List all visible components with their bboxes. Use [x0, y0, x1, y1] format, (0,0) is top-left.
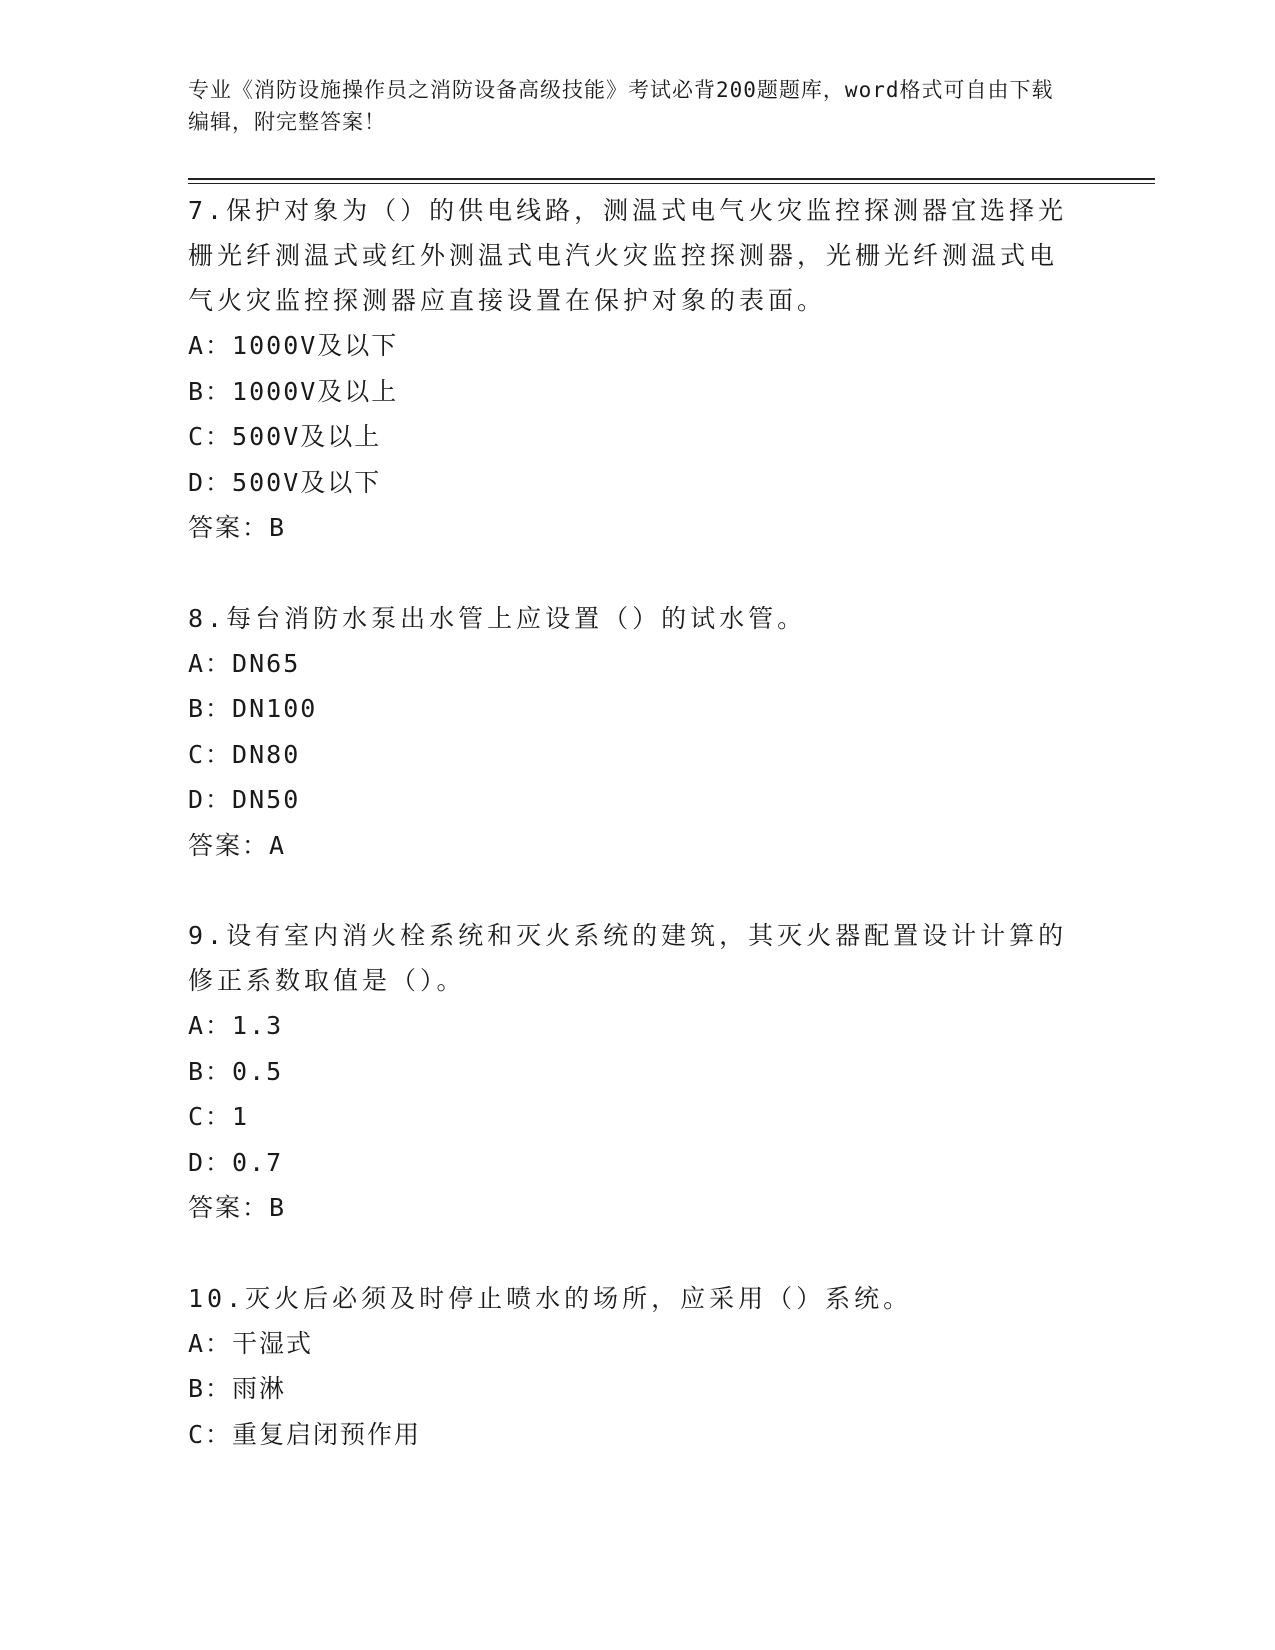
- question-7: [188, 188, 1068, 551]
- answer: 答案：A: [188, 830, 287, 860]
- option-d: D：DN50: [188, 785, 301, 814]
- option-d: D：0.7: [188, 1147, 284, 1177]
- question-10: [188, 1276, 1068, 1458]
- option-a: A：1.3: [188, 1011, 284, 1040]
- question-8: [188, 596, 1068, 869]
- option-c: C：500V及以上: [188, 422, 382, 451]
- option-c: C：DN80: [188, 739, 301, 769]
- document-header: 专业《消防设施操作员之消防设备高级技能》考试必背200题题库，word格式可自由下载编辑，附完整答案！: [188, 78, 1054, 134]
- option-b: B：0.5: [188, 1056, 284, 1086]
- answer: 答案：B: [188, 1193, 287, 1222]
- option-b: B：1000V及以上: [188, 376, 399, 406]
- option-c: C：重复启闭预作用: [188, 1419, 422, 1449]
- question-text: 9.设有室内消火栓系统和灭火系统的建筑，其灭火器配置设计计算的修正系数取值是（）。: [188, 921, 1068, 995]
- option-a: A：1000V及以下: [188, 331, 399, 360]
- answer: 答案：B: [188, 513, 287, 542]
- header-divider-thick: [188, 178, 1155, 180]
- option-b: B：雨淋: [188, 1374, 287, 1403]
- option-a: A：DN65: [188, 648, 301, 678]
- question-text: 8.每台消防水泵出水管上应设置（）的试水管。: [188, 603, 807, 633]
- question-text: 10.灭火后必须及时停止喷水的场所，应采用（）系统。: [188, 1283, 913, 1313]
- question-text: 7.保护对象为（）的供电线路，测温式电气火灾监控探测器宜选择光栅光纤测温式或红外测温式电汽火灾监控探测器，光栅光纤测温式电气火灾监控探测器应直接设置在保护对象的表面。: [188, 196, 1068, 315]
- option-d: D：500V及以下: [188, 467, 382, 497]
- option-c: C：1: [188, 1102, 250, 1131]
- header-divider-thin: [188, 183, 1155, 184]
- option-b: B：DN100: [188, 694, 318, 723]
- question-9: [188, 913, 1068, 1231]
- option-a: A：干湿式: [188, 1328, 314, 1358]
- question-list: [188, 188, 1068, 1502]
